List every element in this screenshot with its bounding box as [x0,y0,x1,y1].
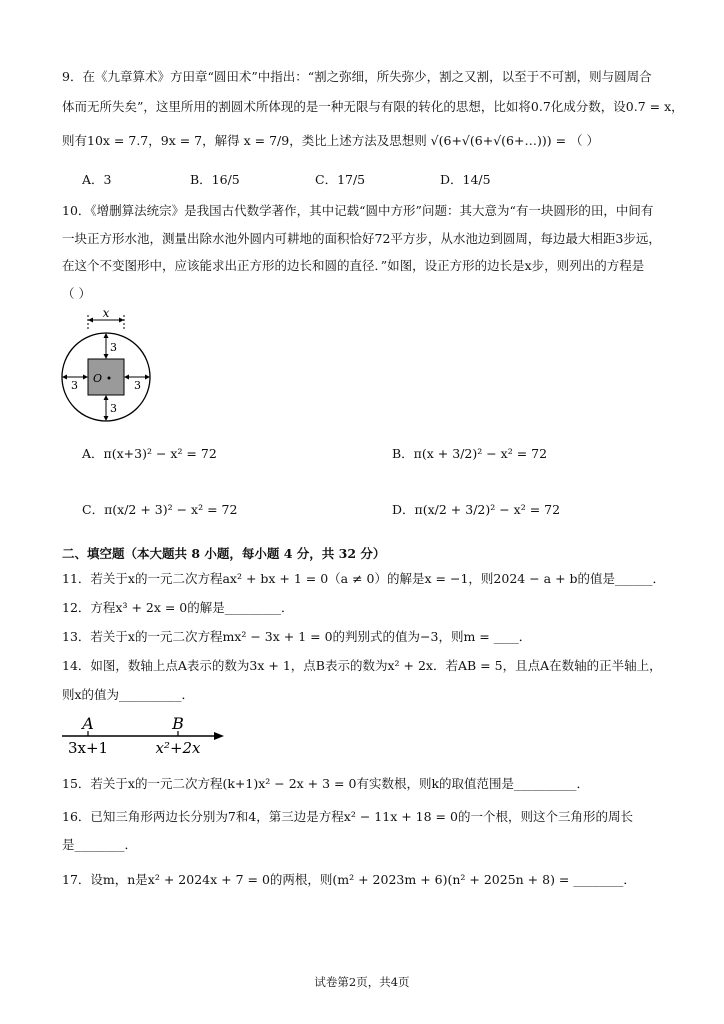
center-o-label: O [93,372,103,385]
q9-option-b: B．16/5 [190,172,240,187]
q16-line-1: 16．已知三角形两边长分别为7和4，第三边是方程x² − 11x + 18 = 0的一个根，则这个三角形的周长 [62,809,633,824]
q14-line-1: 14．如图，数轴上点A表示的数为3x + 1，点B表示的数为x² + 2x．若AB = 5，且点A在数轴的正半轴上， [62,658,662,673]
q10-option-b: B．π(x + 3/2)² − x² = 72 [392,446,548,461]
q9-line-2: 体而无所失矣”，这里所用的割圆术所体现的是一种无限与有限的转化的思想，比如将0.7化成分数，设0.7 = x， [62,99,684,114]
q15: 15．若关于x的一元二次方程(k+1)x² − 2x + 3 = 0有实数根，则k的取值范围是__________． [62,776,590,791]
q9-line-1: 9．在《九章算术》方田章“圆田术”中指出：“割之弥细，所失弥少，割之又割，以至于不可割，则与圆周合 [62,69,652,84]
q9-line-3: 则有10x = 7.7，9x = 7，解得 x = 7/9，类比上述方法及思想则 √(6+√(6+√(6+…))) = （ ） [62,133,599,148]
q13: 13．若关于x的一元二次方程mx² − 3x + 1 = 0的判别式的值为−3，则m = ____． [62,629,532,644]
q17: 17．设m，n是x² + 2024x + 7 = 0的两根，则(m² + 2023m + 6)(n² + 2025n + 8) = ________． [62,872,636,887]
q9-option-c: C．17/5 [315,172,366,187]
section-fill-in-title: 二、填空题（本大题共 8 小题，每小题 4 分，共 32 分） [62,546,386,561]
q10-line-2: 一块正方形水池，测量出除水池外圆内可耕地的面积恰好72平方步，从水池边到圆周，每边最大相距3步远， [62,231,661,246]
gap-label-left: 3 [71,379,78,392]
q10-option-c: C．π(x/2 + 3)² − x² = 72 [82,502,238,517]
q12: 12．方程x³ + 2x = 0的解是_________． [62,600,294,615]
gap-label-top: 3 [110,341,117,354]
q9-option-a: A．3 [82,172,112,187]
q16-line-2: 是________． [62,837,138,852]
point-a-label: A [82,714,94,733]
q10-line-3: 在这个不变图形中，应该能求出正方形的边长和圆的直径．”如图，设正方形的边长是x步，则列出的方程是 [62,258,645,273]
q10-line-4: （ ） [62,286,91,301]
gap-label-right: 3 [134,379,141,392]
q10-line-1: 10．《增删算法统宗》是我国古代数学著作，其中记载“圆中方形”问题：其大意为“有一块圆形的田，中间有 [62,203,654,218]
q10-option-d: D．π(x/2 + 3/2)² − x² = 72 [392,502,561,517]
number-line-figure [62,710,232,758]
point-b-value: x²+2x [155,739,201,757]
point-b-label: B [172,714,184,733]
q11: 11．若关于x的一元二次方程ax² + bx + 1 = 0（a ≠ 0）的解是x = −1，则2024 − a + b的值是______． [62,571,666,586]
page-footer: 试卷第2页，共4页 [314,975,410,989]
point-a-value: 3x+1 [67,739,109,757]
q14-line-2: 则x的值为__________． [62,687,195,702]
q10-option-a: A．π(x+3)² − x² = 72 [82,446,217,461]
gap-label-bottom: 3 [110,402,117,415]
figure-x-label: x [102,306,110,320]
q9-option-d: D．14/5 [440,172,491,187]
circle-square-figure [60,305,160,425]
